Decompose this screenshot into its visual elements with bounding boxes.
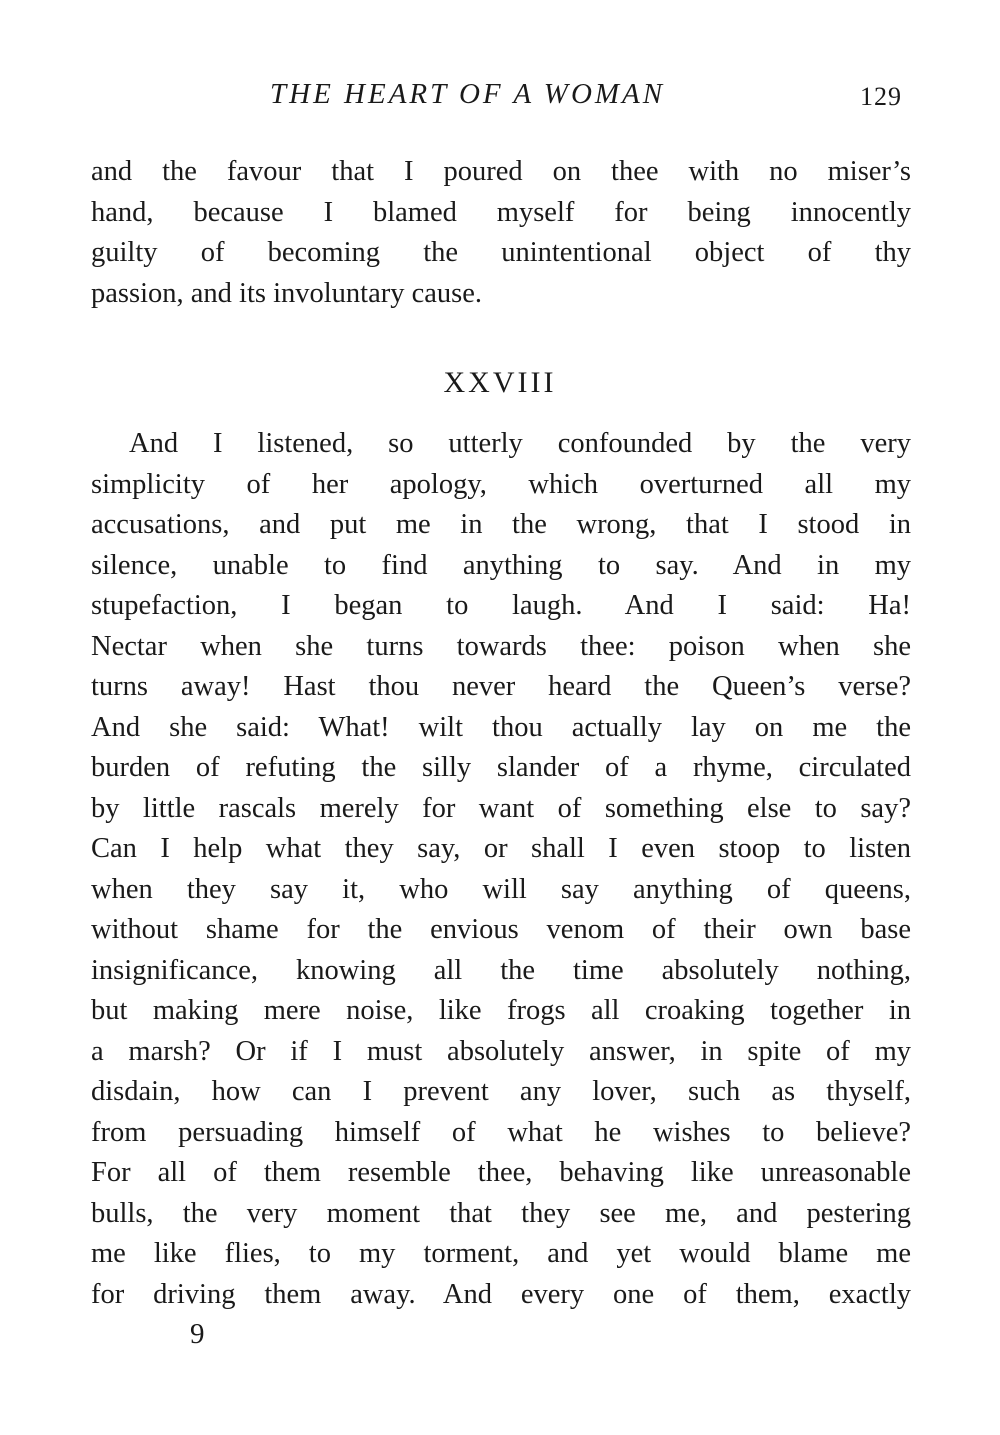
- text-line: me like flies, to my torment, and yet would blame me: [91, 1238, 911, 1269]
- text-line: but making mere noise, like frogs all croaking together in: [91, 995, 911, 1026]
- text-line: turns away! Hast thou never heard the Queen’s verse?: [91, 671, 911, 702]
- text-line: a marsh? Or if I must absolutely answer, in spite of my: [91, 1035, 911, 1067]
- text-line: for driving them away. And every one of them, exactly: [91, 1278, 911, 1310]
- text-line: Can I help what they say, or shall I even stoop to listen: [91, 833, 911, 864]
- text-line: from persuading himself of what he wishes to believe?: [91, 1116, 911, 1148]
- text-line: by little rascals merely for want of something else to say?: [91, 792, 911, 824]
- text-line: passion, and its involuntary cause.: [91, 277, 483, 309]
- page-number: 129: [860, 82, 902, 111]
- text-line: burden of refuting the silly slander of a rhyme, circulated: [91, 752, 911, 783]
- text-line: accusations, and put me in the wrong, that I stood in: [91, 509, 911, 540]
- text-line: without shame for the envious venom of their own base: [91, 914, 911, 945]
- signature-mark: 9: [190, 1318, 205, 1350]
- running-title: THE HEART OF A WOMAN: [270, 78, 666, 110]
- text-line: For all of them resemble thee, behaving like unreasonable: [91, 1157, 911, 1188]
- text-line: and the favour that I poured on thee with no miser’s: [91, 156, 911, 187]
- text-line: insignificance, knowing all the time absolutely nothing,: [91, 954, 911, 986]
- text-line: Nectar when she turns towards thee: poison when she: [91, 630, 911, 662]
- text-line: stupefaction, I began to laugh. And I said: Ha!: [91, 590, 911, 621]
- text-line: hand, because I blamed myself for being innocently: [91, 196, 911, 228]
- text-line: guilty of becoming the unintentional object of thy: [91, 237, 911, 268]
- main-paragraph: [91, 424, 911, 1315]
- text-line: when they say it, who will say anything of queens,: [91, 873, 911, 905]
- text-line: disdain, how can I prevent any lover, such as thyself,: [91, 1076, 911, 1107]
- running-head: [0, 78, 1000, 118]
- text-line: silence, unable to find anything to say. And in my: [91, 549, 911, 581]
- text-line: bulls, the very moment that they see me, and pestering: [91, 1197, 911, 1229]
- text-line: And she said: What! wilt thou actually lay on me the: [91, 711, 911, 743]
- text-line: And I listened, so utterly confounded by the very: [129, 428, 911, 459]
- continuation-paragraph: [91, 152, 911, 314]
- text-line: simplicity of her apology, which overturned all my: [91, 468, 911, 500]
- chapter-heading: XXVIII: [443, 366, 557, 399]
